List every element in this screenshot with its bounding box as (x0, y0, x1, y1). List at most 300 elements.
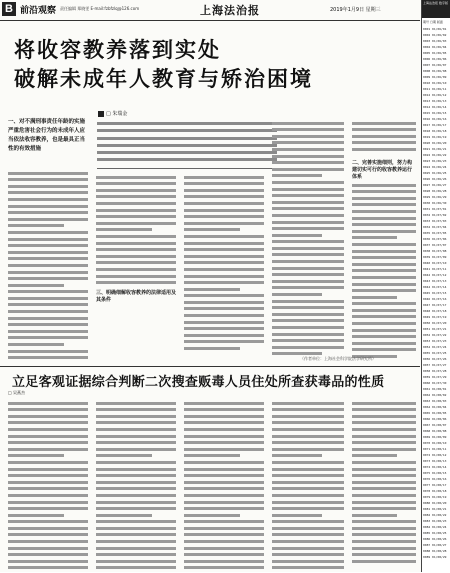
body-text-line (272, 326, 344, 329)
rail-item[interactable]: 0066 01/08/06 (423, 417, 447, 421)
body-text-line (8, 454, 64, 457)
rail-item[interactable]: 0070 01/08/10 (423, 441, 447, 445)
rail-item[interactable]: 0075 01/08/15 (423, 471, 447, 475)
body-text-line (352, 402, 416, 405)
body-text-line (8, 218, 88, 221)
section-title: 前沿观察 (20, 6, 57, 16)
body-column-7 (352, 180, 416, 362)
rail-item[interactable]: 0031 01/07/01 (423, 207, 447, 211)
body-text-line (8, 481, 88, 484)
body-text-line (272, 560, 344, 563)
body-text-line (352, 527, 416, 530)
body-text-line (96, 408, 176, 411)
rail-item[interactable]: 0051 01/07/21 (423, 327, 447, 331)
body-text-line (184, 553, 264, 556)
section-divider (0, 366, 420, 367)
body-text-line (352, 329, 416, 332)
rail-item[interactable]: 0029 01/06/29 (423, 195, 447, 199)
body-text-line (96, 209, 176, 212)
body-text-line (184, 520, 264, 523)
body-text-line (8, 264, 88, 267)
rail-item[interactable]: 0068 01/08/08 (423, 429, 447, 433)
rail-item[interactable]: 0085 01/08/25 (423, 531, 447, 535)
rail-item[interactable]: 0088 01/08/28 (423, 549, 447, 553)
body-text-line (8, 527, 88, 530)
subhead-section-three: 三、明确细解收容教养的法律适用及其条件 (96, 290, 177, 303)
article2-column-4 (272, 398, 344, 573)
body-text-line (352, 141, 416, 144)
body-text-line (96, 248, 176, 251)
body-text-line (272, 435, 344, 438)
rail-item[interactable]: 0028 01/06/28 (423, 189, 447, 193)
body-text-line (272, 333, 344, 336)
body-text-line (272, 128, 344, 131)
rail-item[interactable]: 0017 01/06/17 (423, 123, 447, 127)
rail-item[interactable]: 0034 01/07/04 (423, 225, 447, 229)
body-text-line (96, 402, 176, 405)
body-text-line (272, 428, 344, 431)
body-text-line (8, 350, 88, 353)
body-text-line (184, 268, 264, 271)
body-text-line (272, 161, 344, 164)
body-text-line (8, 323, 88, 326)
body-text-line (184, 435, 264, 438)
rail-item[interactable]: 0082 01/08/22 (423, 513, 447, 517)
body-text-line (184, 468, 264, 471)
body-text-line (272, 168, 344, 171)
body-text-line (352, 322, 416, 325)
rail-item[interactable]: 0040 01/07/10 (423, 261, 447, 265)
body-text-line (8, 415, 88, 418)
body-text-line (184, 288, 240, 291)
body-text-line (8, 317, 88, 320)
body-text-line (8, 540, 88, 543)
rail-item[interactable]: 0089 01/08/29 (423, 555, 447, 559)
issue-index-rail (421, 0, 450, 572)
body-text-line (8, 277, 88, 280)
body-text-line (272, 253, 344, 256)
body-text-line (352, 309, 416, 312)
body-text-line (184, 527, 264, 530)
rail-item[interactable]: 0061 01/08/01 (423, 387, 447, 391)
body-text-line (96, 255, 176, 258)
body-text-line (184, 441, 264, 444)
rail-item[interactable]: 0011 01/06/11 (423, 87, 447, 91)
rail-item[interactable]: 0023 01/06/23 (423, 159, 447, 163)
body-text-line (352, 263, 416, 266)
body-text-line (352, 441, 416, 444)
body-text-line (272, 227, 344, 230)
body-text-line (272, 507, 344, 510)
rail-item[interactable]: 0076 01/08/16 (423, 477, 447, 481)
body-text-line (96, 527, 176, 530)
body-text-line (8, 501, 88, 504)
rail-item[interactable]: 0072 01/08/12 (423, 453, 447, 457)
rail-item[interactable]: 0065 01/08/05 (423, 411, 447, 415)
body-text-line (352, 217, 416, 220)
rail-item[interactable]: 0047 01/07/17 (423, 303, 447, 307)
body-text-line (272, 122, 344, 125)
body-text-line (8, 494, 88, 497)
body-text-line (272, 527, 344, 530)
rail-item[interactable]: 0004 01/06/04 (423, 45, 447, 49)
rail-item[interactable]: 0063 01/08/03 (423, 399, 447, 403)
rail-item[interactable]: 0057 01/07/27 (423, 363, 447, 367)
article-byline (98, 110, 127, 117)
body-text-line (352, 289, 416, 292)
rail-item[interactable]: 0005 01/06/05 (423, 51, 447, 55)
rail-item[interactable]: 0045 01/07/15 (423, 291, 447, 295)
body-text-line (352, 461, 416, 464)
body-text-line (272, 188, 344, 191)
body-text-line (96, 494, 176, 497)
rail-item[interactable]: 0035 01/07/05 (423, 231, 447, 235)
page-header (0, 0, 420, 21)
body-text-line (272, 141, 344, 144)
body-text-line (8, 284, 64, 287)
body-text-line (272, 352, 322, 355)
body-text-line (96, 514, 152, 517)
rail-item[interactable]: 0080 01/08/20 (423, 501, 447, 505)
body-text-line (96, 189, 176, 192)
body-text-line (8, 297, 88, 300)
body-text-line (272, 221, 344, 224)
rail-item[interactable]: 0019 01/06/19 (423, 135, 447, 139)
body-text-line (184, 514, 240, 517)
body-text-line (96, 415, 176, 418)
body-text-line (272, 494, 344, 497)
body-text-line (96, 533, 176, 536)
second-article-byline: □ 吴燕杰 (8, 390, 26, 395)
body-text-line (352, 348, 416, 351)
body-text-line (352, 408, 416, 411)
body-text-line (8, 441, 88, 444)
body-text-line (96, 202, 176, 205)
rail-item[interactable]: 0052 01/07/22 (423, 333, 447, 337)
rail-item[interactable]: 0069 01/08/09 (423, 435, 447, 439)
issue-date: 2019年1月9日 星期三 (330, 7, 381, 13)
body-text-line (352, 302, 416, 305)
body-text-line (184, 334, 264, 337)
rail-item[interactable]: 0086 01/08/26 (423, 537, 447, 541)
body-text-line (184, 340, 264, 343)
body-text-line (8, 238, 88, 241)
rail-item[interactable]: 0077 01/08/17 (423, 483, 447, 487)
rail-item[interactable]: 0016 01/06/16 (423, 117, 447, 121)
body-text-line (184, 566, 264, 569)
body-column-2 (96, 172, 176, 288)
rail-item[interactable]: 0020 01/06/20 (423, 141, 447, 145)
rail-item[interactable]: 0067 01/08/07 (423, 423, 447, 427)
body-text-line (8, 205, 88, 208)
body-text-line (272, 547, 344, 550)
body-text-line (352, 230, 416, 233)
body-text-line (184, 408, 264, 411)
body-text-line (8, 191, 88, 194)
body-text-line (272, 402, 344, 405)
rail-item[interactable]: 0073 01/08/13 (423, 459, 447, 463)
body-text-line (272, 408, 344, 411)
rail-item[interactable]: 0015 01/06/15 (423, 111, 447, 115)
body-text-line (8, 244, 88, 247)
rail-item[interactable]: 0044 01/07/14 (423, 285, 447, 289)
body-text-line (184, 428, 264, 431)
body-text-line (184, 494, 264, 497)
body-text-line (272, 415, 344, 418)
rail-item[interactable]: 0002 01/06/02 (423, 33, 447, 37)
body-text-line (8, 507, 88, 510)
body-text-line (96, 268, 176, 271)
body-text-line (352, 250, 416, 253)
page-number-badge: B (2, 2, 16, 16)
rail-item[interactable]: 0084 01/08/24 (423, 525, 447, 529)
rail-item[interactable]: 0055 01/07/25 (423, 351, 447, 355)
body-text-line (8, 172, 88, 175)
body-text-line (184, 235, 264, 238)
body-text-line (272, 487, 344, 490)
rail-item[interactable]: 0012 01/06/12 (423, 93, 447, 97)
rail-item[interactable]: 0014 01/06/14 (423, 105, 447, 109)
subhead-section-two: 二、完善实施细则，努力构建切实可行的收容教养运行体系 (352, 160, 413, 180)
body-text-line (352, 296, 397, 299)
body-text-line (96, 487, 176, 490)
rail-item[interactable]: 0030 01/06/30 (423, 201, 447, 205)
body-text-line (272, 514, 322, 517)
body-text-line (96, 182, 176, 185)
rail-item[interactable]: 0008 01/06/08 (423, 69, 447, 73)
rail-item[interactable]: 0071 01/08/11 (423, 447, 447, 451)
body-text-line (272, 441, 344, 444)
rail-item[interactable]: 0062 01/08/02 (423, 393, 447, 397)
body-text-line (352, 421, 416, 424)
body-text-line (96, 261, 176, 264)
body-text-line (184, 560, 264, 563)
body-text-line (184, 228, 240, 231)
body-text-line (96, 507, 176, 510)
body-text-line (96, 501, 176, 504)
rail-item[interactable]: 0060 01/07/30 (423, 381, 447, 385)
rail-item[interactable]: 0009 01/06/09 (423, 75, 447, 79)
body-text-line (352, 520, 416, 523)
second-article-headline: 立足客观证据综合判断二次搜查贩毒人员住处所查获毒品的性质 (12, 375, 385, 390)
rail-item[interactable]: 0058 01/07/28 (423, 369, 447, 373)
body-text-line (184, 347, 240, 350)
rail-item[interactable]: 0087 01/08/27 (423, 543, 447, 547)
rail-item[interactable]: 0078 01/08/18 (423, 489, 447, 493)
body-text-line (184, 301, 264, 304)
body-column-4 (272, 118, 344, 359)
rail-item[interactable]: 0025 01/06/25 (423, 171, 447, 175)
body-text-line (352, 454, 397, 457)
body-text-line (184, 415, 264, 418)
body-text-line (96, 275, 176, 278)
rail-item[interactable]: 0033 01/07/03 (423, 219, 447, 223)
body-text-line (8, 468, 88, 471)
rail-item[interactable]: 0046 01/07/16 (423, 297, 447, 301)
article2-column-1 (8, 398, 88, 573)
body-text-line (352, 269, 416, 272)
rail-item[interactable]: 0038 01/07/08 (423, 249, 447, 253)
body-text-line (272, 155, 344, 158)
rail-item[interactable]: 0054 01/07/24 (423, 345, 447, 349)
body-text-line (8, 402, 88, 405)
rail-item[interactable]: 0013 01/06/13 (423, 99, 447, 103)
body-text-line (96, 195, 176, 198)
body-text-line (352, 315, 416, 318)
body-text-line (96, 448, 176, 451)
rail-item[interactable]: 0064 01/08/04 (423, 405, 447, 409)
body-text-line (272, 540, 344, 543)
rail-item[interactable]: 0001 01/06/01 (423, 27, 447, 31)
body-text-line (96, 560, 176, 563)
rail-item[interactable]: 0022 01/06/22 (423, 153, 447, 157)
rail-item[interactable]: 0059 01/07/29 (423, 375, 447, 379)
rail-item[interactable]: 0026 01/06/26 (423, 177, 447, 181)
body-text-line (352, 276, 416, 279)
rail-item[interactable]: 0048 01/07/18 (423, 309, 447, 313)
lead-summary: 一、对不满刑事责任年龄的实施严重危害社会行为的未成年人应当依法收容教养，也是最具正当性的有效措施 (8, 119, 86, 152)
body-text-line (352, 415, 416, 418)
body-text-line (8, 178, 88, 181)
body-text-line (8, 547, 88, 550)
rail-item[interactable]: 0043 01/07/13 (423, 279, 447, 283)
body-text-line (184, 327, 264, 330)
body-text-line (96, 461, 176, 464)
body-text-line (352, 122, 416, 125)
body-text-line (272, 520, 344, 523)
body-text-line (184, 195, 264, 198)
body-text-line (352, 190, 416, 193)
body-text-line (96, 215, 176, 218)
body-text-line (8, 198, 88, 201)
rail-item[interactable]: 0074 01/08/14 (423, 465, 447, 469)
rail-item[interactable]: 0081 01/08/21 (423, 507, 447, 511)
rail-item[interactable]: 0003 01/06/03 (423, 39, 447, 43)
body-text-line (352, 223, 416, 226)
main-headline-line2: 破解未成年人教育与矫治困境 (14, 67, 313, 91)
body-text-line (184, 402, 264, 405)
body-text-line (184, 202, 264, 205)
body-text-line (8, 211, 88, 214)
body-text-line (96, 428, 176, 431)
rail-item[interactable]: 0021 01/06/21 (423, 147, 447, 151)
rail-item[interactable]: 0083 01/08/23 (423, 519, 447, 523)
rail-item[interactable]: 0018 01/06/18 (423, 129, 447, 133)
rail-item[interactable]: 0041 01/07/11 (423, 267, 447, 271)
rail-item[interactable]: 0006 01/06/06 (423, 57, 447, 61)
body-text-line (8, 257, 88, 260)
body-text-line (184, 242, 264, 245)
body-text-line (8, 435, 88, 438)
body-text-line (8, 336, 88, 339)
body-text-line (352, 481, 416, 484)
body-text-line (8, 408, 88, 411)
rail-item[interactable]: 0032 01/07/02 (423, 213, 447, 217)
body-text-line (96, 281, 176, 284)
body-text-line (352, 448, 416, 451)
body-text-line (96, 421, 176, 424)
body-text-line (96, 540, 176, 543)
body-text-line (272, 135, 344, 138)
body-text-line (184, 182, 264, 185)
body-text-line (272, 533, 344, 536)
body-text-line (352, 435, 416, 438)
body-text-line (272, 174, 322, 177)
rail-item[interactable]: 0010 01/06/10 (423, 81, 447, 85)
body-column-6 (352, 118, 416, 155)
rail-item[interactable]: 0036 01/07/06 (423, 237, 447, 241)
rail-item[interactable]: 0039 01/07/09 (423, 255, 447, 259)
body-text-line (96, 235, 176, 238)
body-text-line (8, 533, 88, 536)
rail-item[interactable]: 0037 01/07/07 (423, 243, 447, 247)
body-text-line (184, 261, 264, 264)
body-text-line (272, 148, 344, 151)
body-text-line (272, 293, 322, 296)
body-text-line (272, 319, 344, 322)
body-text-line (352, 507, 416, 510)
body-text-line (184, 176, 264, 179)
rail-item[interactable]: 0027 01/06/27 (423, 183, 447, 187)
body-column-1 (8, 168, 88, 363)
body-text-line (352, 243, 416, 246)
body-text-line (184, 294, 264, 297)
rail-item[interactable]: 0053 01/07/23 (423, 339, 447, 343)
rail-item[interactable]: 0024 01/06/24 (423, 165, 447, 169)
body-text-line (352, 553, 416, 556)
body-text-line (352, 256, 416, 259)
body-text-line (8, 271, 88, 274)
body-text-line (96, 566, 176, 569)
editor-info: 责任编辑 郑晓雯 E-mail:fzbfzlq@126.com (60, 6, 140, 11)
rail-item[interactable]: 0007 01/06/07 (423, 63, 447, 67)
body-text-line (352, 468, 416, 471)
body-text-line (8, 487, 88, 490)
body-text-line (184, 448, 264, 451)
body-text-line (8, 560, 88, 563)
body-text-line (96, 435, 176, 438)
body-text-line (184, 454, 240, 457)
body-text-line (272, 300, 344, 303)
body-text-line (272, 181, 344, 184)
body-text-line (8, 356, 88, 359)
body-text-line (272, 260, 344, 263)
body-text-line (8, 474, 88, 477)
article2-column-2 (96, 398, 176, 573)
body-text-line (272, 273, 344, 276)
body-text-line (96, 441, 176, 444)
body-text-line (352, 474, 416, 477)
body-text-line (8, 330, 88, 333)
body-text-line (96, 553, 176, 556)
body-text-line (352, 547, 416, 550)
rail-item[interactable]: 0056 01/07/26 (423, 357, 447, 361)
body-text-line (8, 461, 88, 464)
body-text-line (184, 501, 264, 504)
body-text-line (8, 290, 88, 293)
body-text-line (184, 209, 264, 212)
rail-item[interactable]: 0042 01/07/12 (423, 273, 447, 277)
rail-item[interactable]: 0049 01/07/19 (423, 315, 447, 319)
body-text-line (184, 314, 264, 317)
rail-item[interactable]: 0079 01/08/19 (423, 495, 447, 499)
body-text-line (272, 339, 344, 342)
body-text-line (184, 474, 264, 477)
body-text-line (272, 553, 344, 556)
masthead: 上海法治报 (200, 4, 260, 17)
body-text-line (184, 507, 264, 510)
rail-item[interactable]: 0050 01/07/20 (423, 321, 447, 325)
